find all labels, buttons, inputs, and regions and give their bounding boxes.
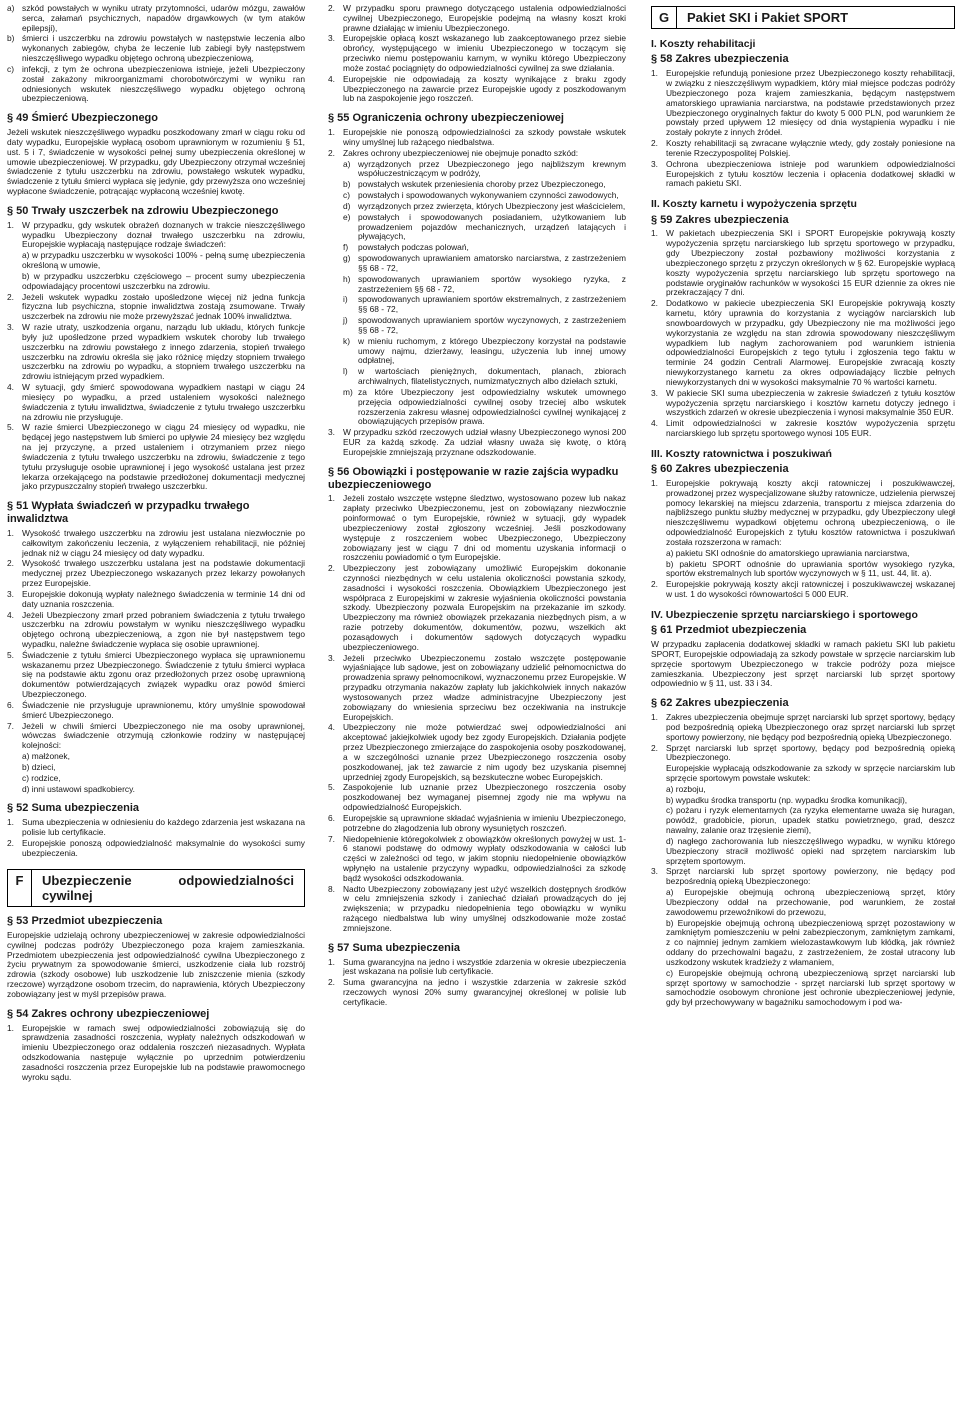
list-marker: a) xyxy=(343,158,351,169)
list-item xyxy=(328,723,626,782)
list-item-text: powstałych i spowodowanych wykonywaniem czynności zawodowych, xyxy=(358,190,619,201)
list-item-text: wyrządzonych przez zwierzęta, których Ubezpieczony jest właścicielem, xyxy=(358,200,626,211)
list-item xyxy=(7,221,305,250)
list-marker: 1. xyxy=(328,493,335,504)
list-item-text: a) małżonek, xyxy=(22,751,70,762)
list-item-text: Niedopełnienie któregokolwiek z obowiązków określonych powyżej w ust. 1-6 stanowi podstawę do odmowy wypłaty odszkodowania w całości lub części w zależności od tego, w jakim stopniu niedopełnienie obowiązków wpłynęło na ustalenie przyczyny wypadku, odpowiedzialności za szkodę bądź wysokości odszkodowania. xyxy=(343,833,626,883)
list-58 xyxy=(651,69,955,189)
list-marker xyxy=(651,764,666,784)
list-item-text: Europejskie wypłacają odszkodowanie za szkody w sprzęcie narciarskim lub sprzęcie sportowym powstałe wskutek: xyxy=(666,763,955,783)
section-heading-55: § 55 Ograniczenia ochrony ubezpieczeniowej xyxy=(328,112,564,125)
list-marker: 2. xyxy=(7,837,14,848)
list-item xyxy=(7,818,305,838)
list-marker: 4. xyxy=(7,609,14,620)
list-marker: 2. xyxy=(651,742,658,753)
list-item-text: Europejskie nie ponoszą odpowiedzialności za szkody powstałe wskutek winy umyślnej lub rażącego niedbalstwa. xyxy=(343,127,626,147)
list-item xyxy=(7,1024,305,1083)
list-51-sub xyxy=(22,752,305,794)
list-54b xyxy=(328,4,626,104)
list-item-text: b) wypadku środka transportu (np. wypadku środka komunikacji), xyxy=(666,794,908,805)
list-marker: h) xyxy=(343,273,351,284)
list-item xyxy=(343,191,626,201)
list-marker xyxy=(651,969,666,1008)
list-item xyxy=(7,529,305,558)
list-marker: 1. xyxy=(7,1022,14,1033)
list-marker: a) xyxy=(7,3,15,13)
list-item xyxy=(22,785,305,795)
list-marker xyxy=(7,251,22,271)
list-a xyxy=(7,4,305,104)
section-title: Pakiet SKI i Pakiet SPORT xyxy=(687,10,849,25)
list-item xyxy=(7,383,305,422)
list-item-text: b) Europejskie obejmują ochroną ubezpieczeniową sprzęt pozostawiony w zamkniętym pomieszczeniu w pełni zabezpieczonym, zamkniętym zamkami, z co najmniej jednym zamkiem wielozastawkowym lub kłódką, jak również oddany do przechowalni bagażu, z zastrzeżeniem, że został utracony lub uszkodzony wskutek kradzieży z włamaniem, xyxy=(666,917,955,967)
list-item xyxy=(651,299,955,387)
list-marker: 1. xyxy=(7,817,14,828)
list-item xyxy=(651,479,955,548)
list-item xyxy=(343,388,626,427)
list-marker: 3. xyxy=(651,158,658,169)
list-marker: 2. xyxy=(328,977,335,988)
list-52 xyxy=(7,818,305,858)
list-item xyxy=(7,251,305,271)
list-item-text: Suma ubezpieczenia w odniesieniu do każdego zdarzenia jest wskazana na polisie lub certyfikacie. xyxy=(22,817,305,838)
section-letter: G xyxy=(652,7,677,28)
part-heading-4: IV. Ubezpieczenie sprzętu narciarskiego i sportowego xyxy=(651,608,918,621)
list-item-text: Wysokość trwałego uszczerbku na zdrowiu jest ustalana niezwłocznie po całkowitym zakończeniu leczenia, z wyłączeniem rehabilitacji, nie później jednak niż w ciągu 24 miesięcy od daty wypadku. xyxy=(22,527,305,558)
list-item xyxy=(651,969,955,1008)
list-item-text: Ubezpieczony jest zobowiązany umożliwić Europejskim dokonanie czynności niezbędnych w celu ustalenia okoliczności powstania szkody, zasadności i wysokości roszczenia. Obowiązkiem Ubezpieczonego jest współpraca z Europejskimi w zakresie wyjaśnienia okoliczności powstania szkody. Ubezpieczony pozwala Europejskim na przekazanie im szkody. Ubezpieczony ma również obowiązek przekazania niezbędnych pism, a w razie potrzeby dokumentów, dokumentów, pozwu, wszelkich akt pozasądowych i dokumentów sądowych dotyczących wypadku ubezpieczeniowego. xyxy=(343,563,626,652)
list-item xyxy=(651,888,955,917)
list-item xyxy=(343,367,626,387)
list-marker: 2. xyxy=(7,291,14,302)
list-item-text: Europejskie refundują poniesione przez Ubezpieczonego koszty rehabilitacji, w związku z nieszczęśliwym wypadkiem, który miał miejsce podczas podróży Ubezpieczonego poza krajem zamieszkania, będącym następstwem amatorskiego uprawiania narciarstwa, na podstawie przedstawionych przez Ubezpieczonego oryginalnych faktur do kwoty 5 000 PLN, pod warunkiem że powstały przed upływem 12 miesięcy od dnia wystąpienia wypadku i nie zostały pokryte z innych źródeł. xyxy=(666,68,955,138)
list-item-text: Europejskie pokrywają koszty akcji ratowniczej i poszukiwawczej wskazanej w ust. 1 do wysokości równowartości 5 000 EUR. xyxy=(666,579,955,600)
list-marker: 4. xyxy=(328,73,335,84)
list-50 xyxy=(7,221,305,492)
list-marker: 1. xyxy=(7,219,14,230)
list-marker xyxy=(651,549,666,559)
list-item-text: W razie śmierci Ubezpieczonego w ciągu 24 miesięcy od wypadku, nie będącej jego następstwem lub śmierci po upływie 24 miesięcy bez względu na jej przyczynę, a przed ustaleniem i otrzymaniem przez niego świadczenia z tytułu trwałego uszczerbku na zdrowiu, świadczenie z tego tytułu przysługuje osobie uprawnionej i jego wysokość ustalana jest przez lekarza orzekającego na podstawie przedłożonej dokumentacji medycznej jako przypuszczalny stopień trwałego uszczerbku. xyxy=(22,422,305,492)
list-marker: d) xyxy=(343,200,351,211)
list-marker: 4. xyxy=(328,722,335,733)
list-marker: 3. xyxy=(651,387,658,398)
section-heading-51: § 51 Wypłata świadczeń w przypadku trwałego inwalidztwa xyxy=(7,500,250,526)
list-item-text: c) pożaru i ryzyk elementarnych (za ryzyka elementarne uważa się huragan, powódź, gradobicie, piorun, upadek statku powietrznego, grad, deszcz nawalny, zalanie oraz trzęsienie ziemi), xyxy=(666,805,955,836)
list-marker: m) xyxy=(343,386,353,397)
list-marker xyxy=(651,888,666,917)
list-marker: g) xyxy=(343,253,351,264)
list-item xyxy=(7,590,305,610)
list-marker xyxy=(651,837,666,866)
list-marker xyxy=(7,272,22,292)
list-item-text: a) w przypadku uszczerbku w wysokości 100% - pełną sumę ubezpieczenia określoną w umowie, xyxy=(22,250,305,271)
list-item xyxy=(343,243,626,253)
list-marker: c) xyxy=(7,63,14,74)
list-item xyxy=(328,4,626,33)
list-item xyxy=(328,34,626,73)
section-heading-56: § 56 Obowiązki i postępowanie w razie zajścia wypadku ubezpieczeniowego xyxy=(328,465,619,491)
list-item-text: Europejskie ponoszą odpowiedzialność maksymalnie do wysokości sumy ubezpieczenia. xyxy=(22,837,305,858)
list-item xyxy=(343,295,626,315)
list-marker: 6. xyxy=(328,812,335,823)
list-item-text: w mieniu ruchomym, z którego Ubezpieczony korzystał na podstawie umowy najmu, dzierżawy, leasingu, użyczenia lub innej umowy odpłatnej, xyxy=(358,335,626,366)
list-marker: 1. xyxy=(651,68,658,79)
list-item-text: Limit odpowiedzialności w zakresie kosztów wypożyczenia sprzętu narciarskiego lub sprzętu sportowego wynosi 105 EUR. xyxy=(666,418,955,438)
list-item-text: Zakres ochrony ubezpieczeniowej nie obejmuje ponadto szkód: xyxy=(343,147,579,158)
section-heading-58: § 58 Zakres ubezpieczenia xyxy=(651,53,789,66)
list-item-text: wyrządzonych przez Ubezpieczonego jego najbliższym krewnym współuczestniczącym w podróży, xyxy=(358,158,626,179)
list-item-text: b) pakietu SPORT odnośnie do uprawiania sportów wysokiego ryzyka, sportów ekstremalnych lub sportów wyczynowych w § 11, ust. 44, lit. a). xyxy=(666,558,955,579)
list-55b xyxy=(328,428,626,457)
list-item-text: W razie utraty, uszkodzenia organu, narządu lub układu, których funkcje były już upośledzone przed wypadkiem wskutek choroby lub trwałego uszczerbku na zdrowiu powstałego z innego zdarzenia, stopień trwałego uszczerbku na zdrowiu określa się jako różnicę między stopniem trwałego uszczerbku na zdrowiu po wypadku, a stopniem trwałego uszczerbku na zdrowiu istniejącym przed wypadkiem. xyxy=(22,322,305,382)
list-item xyxy=(651,549,955,559)
list-marker: 1. xyxy=(7,527,14,538)
list-item-text: Europejskie są uprawnione składać wyjaśnienia w imieniu Ubezpieczonego, potrzebne do złagodzenia lub obrony wysuniętych roszczeń. xyxy=(343,812,626,833)
paragraph-53: Europejskie udzielają ochrony ubezpieczeniowej w zakresie odpowiedzialności cywilnej podczas podróży Ubezpieczonego poza krajem zamieszkania. Przedmiotem ubezpieczenia jest odpowiedzialność cywilna Ubezpieczonego z życiu prywatnym za spowodowanie śmierci, uszkodzenie ciała lub rozstrój zdrowia (szkody osobowe) lub uszkodzenie lub zniszczenie mienia (szkody rzeczowe) wyrządzone osobom trzecim, do naprawienia, których Ubezpieczony zobowiązany jest w myśl przepisów prawa. xyxy=(7,929,305,999)
list-item-text: W przypadku szkód rzeczowych udział własny Ubezpieczonego wynosi 200 EUR za każdą szkodę. Za udział własny uważa się kwotę, o którą Europejskie zmniejszają przyznane odszkodowanie. xyxy=(343,427,626,457)
part-heading-3: III. Koszty ratownictwa i poszukiwań xyxy=(651,447,832,460)
list-item-text: c) Europejskie obejmują ochroną ubezpieczeniową sprzęt narciarski lub sprzęt sportowy w samochodzie - sprzęt narciarski lub sprzęt sportowy w samochodzie osobowym chronione jest ochronie ubezpieczeniowej jedynie, gdy był przechowywany w bagażniku samochodowym i pod wa- xyxy=(666,967,955,1008)
list-item-text: a) pakietu SKI odnośnie do amatorskiego uprawiania narciarstwa, xyxy=(666,547,910,558)
list-item xyxy=(651,837,955,866)
part-heading-1: I. Koszty rehabilitacji xyxy=(651,38,756,51)
list-item-text: Ubezpieczony nie może potwierdzać swej odpowiedzialności ani akceptować jakiejkolwiek ugody bez zgody Europejskich. Działania podjęte przez Ubezpieczonego zmierzające do zaspokojenia osoby poszkodowanej, a w szczególności uznanie przez Ubezpieczonego roszczenia osoby poszkodowanej, jak też zawarcie z nim ugody bez uzyskania pisemnej uprzedniej zgody Europejskich, są bezskuteczne wobec Europejskich. xyxy=(343,722,626,782)
section-g-header xyxy=(651,6,955,29)
list-55 xyxy=(328,128,626,158)
list-marker: 2. xyxy=(651,138,658,149)
list-item-text: Suma gwarancyjna na jedno i wszystkie zdarzenia w okresie ubezpieczenia jest wskazana na polisie lub certyfikacie. xyxy=(343,956,626,977)
list-item-text: Jeżeli zostało wszczęte wstępne śledztwo, wystosowano pozew lub nakaz zapłaty przeciwko Ubezpieczonemu, jest on zobowiązany niezwłocznie poinformować o tym Europejskie, również w sytuacji, gdy wypadek ubezpieczeniowy został zgłoszony wcześniej. Jeśli poszkodowany występuje z roszczeniem wobec Ubezpieczonego, Ubezpieczony zobowiązany jest w ciągu 7 dni od momentu uzyskania informacji o roszczeniu powiadomić o tym Europejskie. xyxy=(343,493,626,563)
list-item-text: spowodowanych uprawianiem sportów wyczynowych, z zastrzeżeniem §§ 68 - 72, xyxy=(358,315,626,335)
list-item-text: a) Europejskie obejmują ochroną ubezpieczeniową sprzęt, który Ubezpieczony oddał na przechowanie, pod warunkiem, że został zawodowemu przewoźnikowi do przewozu, xyxy=(666,887,955,917)
list-marker xyxy=(651,785,666,795)
list-item-text: a) rozboju, xyxy=(666,783,706,794)
list-item-text: Ochrona ubezpieczeniowa istnieje pod warunkiem odpowiedzialności Europejskich z tytułu kosztów leczenia i opłacenia dodatkowej składki w ramach pakietu SKI. xyxy=(666,158,955,189)
list-item xyxy=(651,785,955,795)
list-item xyxy=(7,34,305,63)
list-item xyxy=(651,919,955,968)
list-marker: 7. xyxy=(7,720,14,731)
list-item xyxy=(651,419,955,439)
list-item xyxy=(328,494,626,563)
list-item-text: Wysokość trwałego uszczerbku ustalana jest na podstawie dokumentacji medycznej przez Ubezpieczonego wskazanych przez lekarzy powołanych przez Europejskie. xyxy=(22,558,305,589)
list-item xyxy=(651,867,955,887)
list-item xyxy=(22,763,305,773)
section-heading-59: § 59 Zakres ubezpieczenia xyxy=(651,213,789,226)
list-marker xyxy=(651,806,666,835)
list-marker: 2. xyxy=(328,3,335,13)
list-item xyxy=(343,213,626,242)
section-heading-50: § 50 Trwały uszczerbek na zdrowiu Ubezpieczonego xyxy=(7,204,279,217)
list-item-text: infekcji, z tym że ochrona ubezpieczeniowa istnieje, jeżeli Ubezpieczony został zakażony mikroorganizmami chorobotwórczymi w wyniku ran odniesionych wskutek nieszczęśliwego wypadku objętego ochroną ubezpieczeniową. xyxy=(22,63,305,104)
list-item xyxy=(651,389,955,418)
list-item-text: w wartościach pieniężnych, dokumentach, planach, zbiorach archiwalnych, filatelistycznych, numizmatycznych albo dziełach sztuki, xyxy=(358,366,626,387)
list-marker: 1. xyxy=(328,956,335,967)
section-heading-52: § 52 Suma ubezpieczenia xyxy=(7,802,140,815)
list-marker: f) xyxy=(343,242,349,253)
list-item-text: spowodowanych uprawianiem amatorsko narciarstwa, z zastrzeżeniem §§ 68 - 72, xyxy=(358,253,626,273)
list-item-text: Sprzęt narciarski lub sprzęt sportowy powierzony, nie będący pod bezpośrednią opieką Ubezpieczonego: xyxy=(666,866,955,887)
list-item-text: powstałych i spowodowanych posiadaniem, użytkowaniem lub prowadzeniem pojazdów mechanicznych, urządzeń latających i pływających, xyxy=(358,211,626,242)
list-marker: 5. xyxy=(7,422,14,433)
list-item xyxy=(328,128,626,148)
list-51 xyxy=(7,529,305,751)
list-marker: b) xyxy=(7,33,15,44)
list-item-text: powstałych wskutek przeniesienia choroby przez Ubezpieczonego, xyxy=(358,179,606,190)
list-marker: 3. xyxy=(328,33,335,44)
list-item xyxy=(7,323,305,382)
list-item xyxy=(328,75,626,104)
list-item xyxy=(343,337,626,366)
column-3 xyxy=(651,4,955,1009)
list-item xyxy=(7,651,305,700)
list-marker: 3. xyxy=(651,866,658,877)
paragraph-49: Jeżeli wskutek nieszczęśliwego wypadku poszkodowany zmarł w ciągu roku od daty wypadku, Europejskie wypłacą osobom uprawnionym w rozumieniu § 51, ust. 5 i 7, świadczenie w wysokości pełnej sumy ubezpieczenia określonej w umowie ubezpieczeniowej. W przypadku, gdy Ubezpieczony otrzymał wcześniej świadczenie z tytułu uszczerbku na zdrowiu, powstałego wskutek wypadku, świadczenie z tytułu śmierci wypłaca się jedynie, gdy przewyższa ono wcześniej wypłacone świadczenie, potrącając wypłaconą wcześniej kwotę. xyxy=(7,127,305,197)
list-item xyxy=(7,4,305,33)
list-item-text: Suma gwarancyjna na jedno i wszystkie zdarzenia w zakresie szkód rzeczowych wynosi 20% sumy gwarancyjnej określonej w polisie lub certyfikacie. xyxy=(343,977,626,1007)
section-heading-60: § 60 Zakres ubezpieczenia xyxy=(651,463,789,476)
list-item xyxy=(7,272,305,292)
list-59 xyxy=(651,229,955,438)
list-item xyxy=(343,275,626,295)
list-item-text: d) inni ustawowi spadkobiercy. xyxy=(22,783,135,794)
list-item xyxy=(7,293,305,322)
list-55-sub xyxy=(343,160,626,428)
list-marker: e) xyxy=(343,211,351,222)
list-item xyxy=(651,69,955,138)
list-item xyxy=(651,139,955,159)
list-item xyxy=(7,701,305,721)
list-item xyxy=(328,958,626,978)
list-item-text: W pakiecie SKI suma ubezpieczenia w zakresie świadczeń z tytułu kosztów wypożyczenia sprzętu narciarskiego i kosztów karnetu dotyczy jednego i wszystkich zdarzeń w okresie ubezpieczenia i wynosi maksymalnie 350 EUR. xyxy=(666,387,955,418)
list-item-text: Europejskie opłacą koszt wskazanego lub zaakceptowanego przez siebie obrońcy, występującego w imieniu Ubezpieczonego w toczącym się przeciwko niemu postępowaniu karnym, w wyniku którego Ubezpieczony może zostać pociągnięty do odpowiedzialności cywilnej za swe działania. xyxy=(343,33,626,73)
list-marker: 1. xyxy=(651,228,658,239)
list-item xyxy=(328,654,626,723)
list-item xyxy=(7,611,305,650)
list-item xyxy=(7,423,305,492)
list-marker: 1. xyxy=(651,477,658,488)
list-marker: 8. xyxy=(328,883,335,894)
list-57 xyxy=(328,958,626,1008)
list-item-text: Dodatkowo w pakiecie ubezpieczenia SKI Europejskie pokrywają koszty karnetu, który uprawnia do korzystania z wyciągów narciarskich lub snowboardowych w przypadku, gdy Ubezpieczony nie ma możliwości jego wykorzystania ze względu na stan zdrowia spowodowany nieszczęśliwym wypadkiem lub nagłym zachorowaniem pod warunkiem istnienia odpowiedzialności Europejskich z tego tytułu i zgłoszenia tego faktu w terminie 24 godzin Centrali Alarmowej. Europejskie zwracają koszty niewykorzystanego karnetu za okres odpowiadający liczbie pełnych niewykorzystanych dni w wysokości maksymalnie 70 % wartości karnetu. xyxy=(666,298,955,387)
list-item-text: W przypadku sporu prawnego dotyczącego ustalenia odpowiedzialności cywilnej Ubezpieczonego, Europejskie podejmą na własny koszt kroki prawne działając w imieniu Ubezpieczonego. xyxy=(343,3,626,33)
list-item-text: Jeżeli Ubezpieczony zmarł przed pobraniem świadczenia z tytułu trwałego uszczerbku na zdrowiu powstałym w wyniku nieszczęśliwego wypadku objętego ochroną ubezpieczeniową, a zgon nie był następstwem tego wypadku, należne świadczenie wypłaca się osobie uprawnionej. xyxy=(22,609,305,649)
list-item-text: b) w przypadku uszczerbku częściowego – procent sumy ubezpieczenia odpowiadający procentowi uszczerbku na zdrowiu. xyxy=(22,270,305,291)
list-item-text: Zaspokojenie lub uznanie przez Ubezpieczonego roszczenia osoby poszkodowanej bez wymaganej pisemnej zgody nie ma wpływu na odpowiedzialność Europejskich. xyxy=(343,782,626,813)
list-item xyxy=(343,316,626,336)
list-item xyxy=(328,149,626,159)
list-item-text: Sprzęt narciarski lub sprzęt sportowy, będący pod bezpośrednią opieką Ubezpieczonego. xyxy=(666,742,955,763)
list-item xyxy=(651,560,955,580)
list-item xyxy=(7,65,305,104)
list-marker: 1. xyxy=(651,712,658,723)
list-marker: 5. xyxy=(7,649,14,660)
list-marker: 2. xyxy=(328,147,335,158)
list-54 xyxy=(7,1024,305,1083)
list-marker: j) xyxy=(343,315,348,326)
list-item-text: za które Ubezpieczony jest odpowiedzialny wskutek umownego przejęcia odpowiedzialności cywilnej osoby trzeciej albo wskutek rozszerzenia zakresu własnej odpowiedzialności cywilnej wynikającej z obowiązujących przepisów prawa. xyxy=(358,386,626,427)
section-f-header xyxy=(7,869,305,907)
column-1 xyxy=(7,4,305,1083)
list-item xyxy=(7,839,305,859)
list-item xyxy=(343,202,626,212)
list-marker: 7. xyxy=(328,833,335,844)
list-item xyxy=(22,774,305,784)
list-marker: k) xyxy=(343,335,350,346)
list-item-text: d) nagłego zachorowania lub nieszczęśliwego wypadku, w wyniku którego Ubezpieczony stracił możliwość opieki nad sprzętem narciarskim lub sprzętem sportowym. xyxy=(666,835,955,866)
list-item-text: Europejskie w ramach swej odpowiedzialności zobowiązują się do sprawdzenia zasadności roszczenia, wypłaty należnych odszkodowań w imieniu Ubezpieczonego oraz oddalenia roszczeń niezasadnych. Wypłata odszkodowania następuje wyłącznie po uprzednim potwierdzeniu zasadności roszczenia przez Europejskie lub na podstawie prawomocnego wyroku sądu. xyxy=(22,1022,305,1082)
list-item-text: Jeżeli w chwili śmierci Ubezpieczonego nie ma osoby uprawnionej, wówczas świadczenie otrzymują członkowie rodziny w następującej kolejności: xyxy=(22,720,305,751)
list-marker: 4. xyxy=(7,382,14,393)
list-item-text: powstałych podczas polowań, xyxy=(358,242,469,253)
list-marker: 6. xyxy=(7,699,14,710)
section-heading-53: § 53 Przedmiot ubezpieczenia xyxy=(7,914,163,927)
list-marker: i) xyxy=(343,294,348,305)
list-item-text: b) dzieci, xyxy=(22,761,56,772)
list-item xyxy=(343,160,626,180)
list-marker xyxy=(651,560,666,580)
list-item xyxy=(651,229,955,298)
list-item xyxy=(651,796,955,806)
list-marker: 4. xyxy=(651,418,658,429)
list-marker xyxy=(651,796,666,806)
list-item xyxy=(7,559,305,588)
list-marker: 3. xyxy=(7,322,14,333)
part-heading-2: II. Koszty karnetu i wypożyczenia sprzętu xyxy=(651,198,857,211)
list-item xyxy=(651,806,955,835)
list-item-text: Świadczenie nie przysługuje uprawnionemu, który umyślnie spowodował śmierć Ubezpieczonego. xyxy=(22,699,305,720)
list-marker: 2. xyxy=(651,579,658,590)
list-item-text: szkód powstałych w wyniku utraty przytomności, udarów mózgu, zawałów serca, załamań psychicznych, napadów drgawkowych (w tym ataków epilepsji), xyxy=(22,3,305,33)
list-item-text: śmierci i uszczerbku na zdrowiu powstałych w następstwie leczenia albo wykonanych zabiegów, chyba że leczenie lub zabiegi były następstwem nieszczęśliwego wypadku objętego ochroną ubezpieczeniową, xyxy=(22,33,305,64)
list-item-text: Nadto Ubezpieczony zobowiązany jest użyć wszelkich dostępnych środków w celu zmniejszenia szkody i zaniechać działań prowadzących do jej zwiększenia; w przypadku niedopełnienia tego obowiązku w wyniku rażącego niedbalstwa lub winy umyślnej odszkodowanie może zostać zmniejszone. xyxy=(343,883,626,933)
list-item xyxy=(651,713,955,742)
list-marker: l) xyxy=(343,366,348,377)
list-item-text: Świadczenie z tytułu śmierci Ubezpieczonego wypłaca się uprawnionemu wskazanemu przez Ubezpieczonego. Świadczenie z tytułu śmierci wypłaca się na podstawie aktu zgonu oraz przedłożonych przez osobę uprawnioną dokumentów potwierdzających związek wypadku oraz powód śmierci Ubezpieczonego. xyxy=(22,649,305,700)
list-60 xyxy=(651,479,955,600)
section-heading-62: § 62 Zakres ubezpieczenia xyxy=(651,697,789,710)
list-marker: 2. xyxy=(328,563,335,574)
list-marker: 3. xyxy=(7,588,14,599)
list-item xyxy=(328,885,626,934)
list-marker: 5. xyxy=(328,782,335,793)
list-item-text: Zakres ubezpieczenia obejmuje sprzęt narciarski lub sprzęt sportowy, będący pod bezpośrednią opieką Ubezpieczonego oraz sprzęt narciarski lub sprzęt sportowy powierzony, nie będący pod bezpośrednią opieką Ubezpieczonego. xyxy=(666,712,955,742)
section-heading-49: § 49 Śmierć Ubezpieczonego xyxy=(7,112,158,125)
list-item-text: Europejskie nie odpowiadają za koszty wynikające z braku zgody Ubezpieczonego na zawarcie przez Europejskie ugody z poszkodowanym lub na zaspokojenie jego roszczeń. xyxy=(343,73,626,104)
list-marker: b) xyxy=(343,179,351,190)
list-item xyxy=(328,564,626,652)
list-marker: c) xyxy=(343,190,350,201)
list-marker xyxy=(651,919,666,968)
list-item xyxy=(343,180,626,190)
list-item xyxy=(22,752,305,762)
section-heading-61: § 61 Przedmiot ubezpieczenia xyxy=(651,624,807,637)
list-item-text: spowodowanych uprawianiem sportów ekstremalnych, z zastrzeżeniem §§ 68 - 72, xyxy=(358,294,626,315)
list-item-text: Jeżeli przeciwko Ubezpieczonemu zostało wszczęte postępowanie wyjaśniające lub sądowe, jest on zobowiązany udzielić pełnomocnictwa do prowadzenia sprawy pełnomocnikowi, wyznaczonemu przez Europejskie. W przypadku otrzymania nakazów zapłaty lub jakichkolwiek innych nakazów wystosowanych przez władze administracyjne Ubezpieczony jest zobowiązany do wniesienia sprzeciwu bez oczekiwania na instrukcje Europejskich. xyxy=(343,652,626,722)
list-marker: 1. xyxy=(328,127,335,138)
list-item-text: Jeżeli wskutek wypadku zostało upośledzone więcej niż jedna funkcja fizyczna lub psychiczna, stopnie inwalidztwa zostają zsumowane. Trwały uszczerbek na zdrowiu nie może przewyższać jednak 100% inwalidztwa. xyxy=(22,291,305,322)
list-item xyxy=(328,428,626,457)
section-title: Ubezpieczenie odpowiedzialności cywilnej xyxy=(42,872,294,903)
list-marker: 2. xyxy=(7,558,14,569)
paragraph-61: W przypadku zapłacenia dodatkowej składki w ramach pakietu SKI lub pakietu SPORT, Europejskie odpowiadają za szkody powstałe w sprzęcie narciarskim lub sprzęcie sportowym Ubezpieczonego w trakcie podróży poza miejsce zamieszkania. Ubezpieczony jest sprzęt narciarski lub sprzęt sportowy odpowiednio w § 11, ust. 33 i 34. xyxy=(651,639,955,689)
list-item-text: Koszty rehabilitacji są zwracane wyłącznie wtedy, gdy zostały poniesione na terenie Rzeczypospolitej Polskiej. xyxy=(666,138,955,158)
section-heading-54: § 54 Zakres ochrony ubezpieczeniowej xyxy=(7,1007,210,1020)
list-marker: 3. xyxy=(328,427,335,438)
list-56 xyxy=(328,494,626,933)
list-item xyxy=(328,783,626,812)
list-item xyxy=(651,764,955,784)
list-item-text: Europejskie dokonują wypłaty należnego świadczenia w terminie 14 dni od daty uznania roszczenia. xyxy=(22,588,305,609)
list-item-text: W sytuacji, gdy śmierć spowodowana wypadkiem nastąpi w ciągu 24 miesięcy po wypadku, a przed ustaleniem wysokości należnego świadczenia z tytułu inwalidztwa, świadczenie z tytułu trwałego uszczerbku na zdrowiu nie przysługuje. xyxy=(22,382,305,422)
list-item-text: Europejskie pokrywają koszty akcji ratowniczej i poszukiwawczej, prowadzonej przez wyspecjalizowane służby ratownicze, udzielenia pierwszej pomocy lekarskiej na miejscu zdarzenia, transportu z miejsca zdarzenia do najbliższego punktu służby medycznej w przypadku, gdy Ubezpieczony uległ nieszczęśliwemu wypadkowi objętemu ochroną ubezpieczeniową, o ile odpowiedzialność Europejskich z tytułu kosztów ratownictwa i poszukiwań została rozszerzona w ramach: xyxy=(666,477,955,547)
list-item xyxy=(651,580,955,600)
list-item xyxy=(651,744,955,764)
list-item-text: W przypadku, gdy wskutek obrażeń doznanych w trakcie nieszczęśliwego wypadku Ubezpieczony doznał trwałego uszczerbku na zdrowiu, Europejskie wypłacają następujące rodzaje świadczeń: xyxy=(22,219,305,250)
section-heading-57: § 57 Suma ubezpieczenia xyxy=(328,941,461,954)
section-letter: F xyxy=(8,870,32,906)
list-62 xyxy=(651,713,955,1008)
list-item xyxy=(7,722,305,751)
list-item xyxy=(328,814,626,834)
list-item xyxy=(328,835,626,884)
list-item-text: spowodowanych uprawianiem sportów wysokiego ryzyka, z zastrzeżeniem §§ 68 - 72, xyxy=(358,273,626,294)
list-item-text: W pakietach ubezpieczenia SKI i SPORT Europejskie pokrywają koszty wypożyczenia sprzętu narciarskiego lub sprzętu sportowego w przypadku, gdy Ubezpieczony został pozbawiony możliwości korzystania z ubezpieczonego sprzętu z przyczyn określonych w § 62. Europejskie wypłacą koszty wypożyczenia sprzętu narciarskiego lub sprzętu sportowego na podstawie oryginałów rachunków w wysokości 15 EUR dziennie za okres nie przekraczający 7 dni. xyxy=(666,228,955,298)
list-item xyxy=(343,254,626,274)
list-item xyxy=(328,978,626,1007)
list-item xyxy=(651,160,955,189)
list-marker: 2. xyxy=(651,298,658,309)
column-2 xyxy=(328,4,626,1009)
list-marker: 3. xyxy=(328,652,335,663)
list-item-text: c) rodzice, xyxy=(22,772,61,783)
